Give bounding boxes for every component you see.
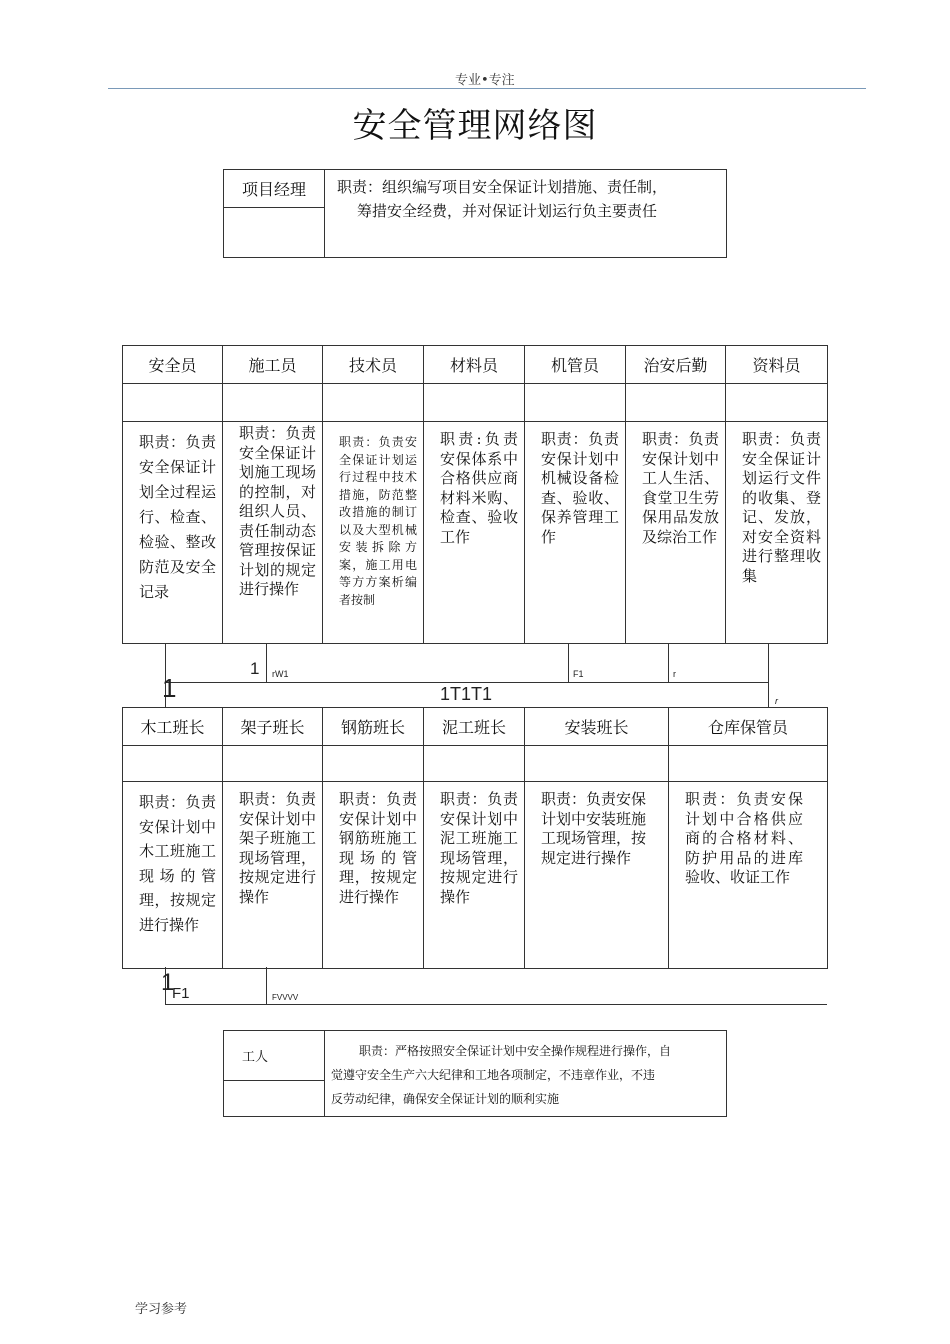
connector-mark: r — [673, 669, 676, 679]
connector-mark: FVVVV — [272, 993, 299, 1002]
manager-empty-cell — [224, 208, 325, 258]
connector-mark: r — [775, 696, 778, 706]
role-scaffold-leader: 架子班长 — [223, 708, 323, 746]
duty-text: 职责：负责安全保证计划施工现场的控制，对组织人员、责任制动态管理按保证计划的规定进行操作 — [239, 424, 316, 598]
duty-text: 职责：负责安保计划中架子班施工现场管理，按规定进行操作 — [239, 790, 316, 906]
worker-duty-line1: 职责：严格按照安全保证计划中安全操作规程进行操作，自 — [359, 1044, 672, 1058]
page-title: 安全管理网络图 — [352, 106, 598, 146]
duty-technician — [323, 422, 424, 644]
manager-duty-line1: 职责：组织编写项目安全保证计划措施、责任制， — [337, 178, 668, 196]
role-masonry-leader: 泥工班长 — [424, 708, 525, 746]
role-warehouse-keeper: 仓库保管员 — [669, 708, 828, 746]
worker-duty-line3: 反劳动纪律，确保安全保证计划的顺利实施 — [331, 1092, 560, 1106]
role-safety-officer: 安全员 — [123, 346, 223, 384]
duty-text: 职责：负责安保计划中泥工班施工现场管理，按规定进行操作 — [440, 790, 518, 906]
staff-table — [122, 345, 828, 644]
duty-document-officer — [726, 422, 828, 644]
empty-cell — [525, 746, 669, 782]
team-leaders-table — [122, 707, 828, 969]
role-installation-leader: 安装班长 — [525, 708, 669, 746]
connector-mark: 1 — [162, 673, 177, 703]
connector-mark: 1 — [161, 969, 175, 996]
footer-text: 学习参考 — [135, 1302, 188, 1317]
connector-line — [266, 967, 267, 1005]
duty-warehouse-keeper — [669, 782, 828, 969]
duty-safety-officer — [123, 422, 223, 644]
duty-masonry-leader — [424, 782, 525, 969]
duty-text: 职责：负责安保计划中合格供应商的合格材料、防护用品的进库验收、收证工作 — [685, 790, 803, 886]
empty-cell — [525, 384, 626, 422]
role-material-officer: 材料员 — [424, 346, 525, 384]
duty-text: 职责：负责安全保证计划运行过程中技术措施，防范整改措施的制订以及大型机械安装拆除方案，施工用电等方方案析编者按制 — [339, 435, 417, 607]
empty-cell — [424, 746, 525, 782]
duty-text: 职责：负责安全保证计划运行文件的收集、登记、发放，对安全资料进行整理收集 — [742, 430, 821, 585]
header-text: 专业•专注 — [455, 73, 515, 88]
connector-mark: F1 — [573, 669, 584, 679]
connector-mark: rW1 — [272, 669, 289, 679]
manager-duty-line2: 筹措安全经费，并对保证计划运行负主要责任 — [357, 202, 658, 220]
role-carpenter-leader: 木工班长 — [123, 708, 223, 746]
role-security-logistics: 治安后勤 — [626, 346, 726, 384]
duty-carpenter-leader — [123, 782, 223, 969]
duty-text: 职责：负责安保计划中木工班施工现场的管理，按规定进行操作 — [139, 793, 216, 934]
worker-role: 工人 — [224, 1031, 325, 1081]
duty-security-logistics — [626, 422, 726, 644]
manager-table — [223, 169, 727, 258]
connector-line — [266, 643, 267, 683]
duty-material-officer — [424, 422, 525, 644]
connector-line — [568, 643, 569, 683]
empty-cell — [626, 384, 726, 422]
connector-mark: F1 — [172, 985, 190, 1002]
duty-text: 职责：负责安保计划中机械设备检查、验收、保养管理工作 — [541, 430, 619, 546]
duty-text: 职责：负责安保计划中安装班施工现场管理，按规定进行操作 — [541, 790, 647, 867]
header-rule — [108, 88, 866, 89]
worker-empty-cell — [224, 1081, 325, 1117]
empty-cell — [323, 384, 424, 422]
empty-cell — [223, 746, 323, 782]
connector-line — [165, 1004, 827, 1005]
duty-rebar-leader — [323, 782, 424, 969]
role-machinery-officer: 机管员 — [525, 346, 626, 384]
empty-cell — [669, 746, 828, 782]
role-rebar-leader: 钢筋班长 — [323, 708, 424, 746]
empty-cell — [726, 384, 828, 422]
duty-machinery-officer — [525, 422, 626, 644]
duty-text: 职责：负责安保计划中钢筋班施工现场的管理，按规定进行操作 — [339, 790, 417, 906]
connector-line — [165, 682, 769, 683]
connector-line — [668, 643, 669, 683]
role-technician: 技术员 — [323, 346, 424, 384]
empty-cell — [123, 384, 223, 422]
duty-construction-officer — [223, 422, 323, 644]
duty-text: 职责：负责安保计划中工人生活、食堂卫生劳保用品发放及综治工作 — [642, 430, 719, 546]
connector-line — [768, 643, 769, 707]
connector-mark: 1 — [250, 659, 260, 678]
duty-scaffold-leader — [223, 782, 323, 969]
duty-text: 职责：负责安全保证计划全过程运行、检查、检验、整改防范及安全记录 — [139, 433, 216, 601]
worker-duty — [325, 1031, 727, 1117]
empty-cell — [424, 384, 525, 422]
duty-installation-leader — [525, 782, 669, 969]
connector-mark: 1T1T1 — [440, 684, 493, 704]
manager-duty — [325, 170, 727, 258]
empty-cell — [223, 384, 323, 422]
empty-cell — [323, 746, 424, 782]
manager-role: 项目经理 — [224, 170, 325, 208]
worker-duty-line2: 觉遵守安全生产六大纪律和工地各项制定，不违章作业，不违 — [331, 1068, 656, 1082]
empty-cell — [123, 746, 223, 782]
duty-text: 职责:负责安保体系中合格供应商材料米购、检查、验收工作 — [440, 430, 518, 546]
role-construction-officer: 施工员 — [223, 346, 323, 384]
role-document-officer: 资料员 — [726, 346, 828, 384]
worker-table — [223, 1030, 727, 1117]
